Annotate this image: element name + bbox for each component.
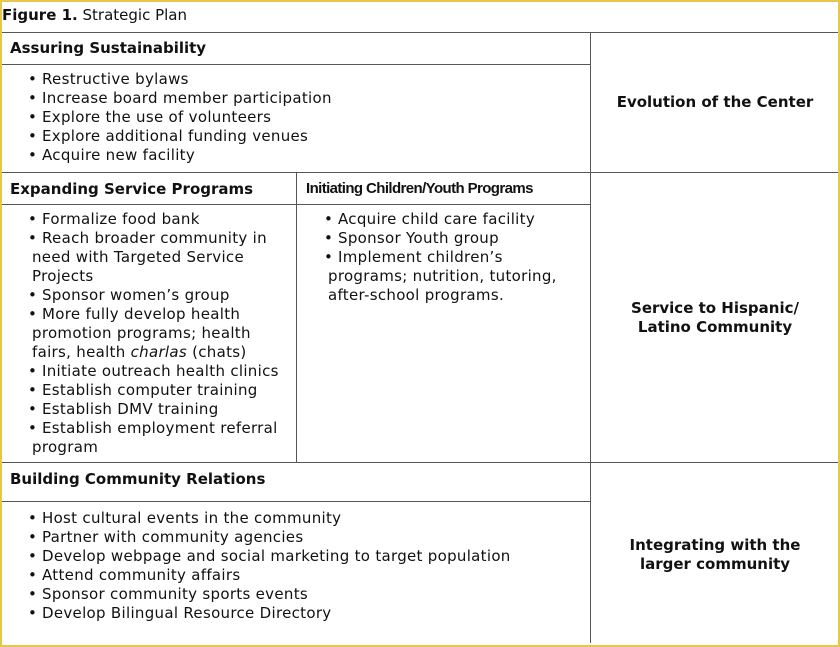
bullet: • <box>28 70 38 88</box>
list-item <box>28 127 332 146</box>
bullet: • <box>28 127 38 145</box>
side-label-integrating <box>596 536 834 574</box>
bullet: • <box>28 400 38 418</box>
rule-row1-bottom <box>2 172 838 173</box>
rule-row2-bottom <box>2 462 838 463</box>
side-label-line: Integrating with the <box>629 536 801 554</box>
list-item <box>28 509 511 528</box>
list-item <box>28 547 511 566</box>
bullet: • <box>28 210 38 228</box>
rule-community-header <box>2 501 590 502</box>
list-item <box>28 585 511 604</box>
list-item-text: Develop Bilingual Resource Directory <box>42 604 332 622</box>
list-item <box>28 229 279 286</box>
list-item-text-cont: program <box>32 438 99 456</box>
side-label-line: Latino Community <box>637 318 793 336</box>
bullet: • <box>324 210 334 228</box>
list-item <box>28 70 332 89</box>
list-item-text: Attend community affairs <box>42 566 241 584</box>
side-label-evolution: Evolution of the Center <box>616 93 814 111</box>
list-item-text: Acquire new facility <box>42 146 196 164</box>
community-list <box>28 509 511 623</box>
list-item <box>28 381 279 400</box>
bullet: • <box>28 146 38 164</box>
sustainability-heading: Assuring Sustainability <box>10 39 207 57</box>
list-item-text-cont: programs; nutrition, tutoring, <box>328 267 557 285</box>
list-item-text-cont: promotion programs; health <box>32 324 251 342</box>
list-item <box>28 604 511 623</box>
bullet: • <box>28 108 38 126</box>
list-item-text: Formalize food bank <box>42 210 200 228</box>
list-item-text: Sponsor community sports events <box>42 585 308 603</box>
list-item-text: Acquire child care facility <box>338 210 536 228</box>
children-list <box>324 210 557 305</box>
list-item-text-cont: need with Targeted Service <box>32 248 245 266</box>
children-heading: Initiating Children/Youth Programs <box>306 180 533 197</box>
bullet: • <box>28 604 38 622</box>
list-item-text: Sponsor Youth group <box>338 229 499 247</box>
bullet: • <box>324 248 334 266</box>
figure-title <box>2 6 187 24</box>
figure-title-text: Strategic Plan <box>82 6 188 24</box>
list-item-text: Establish computer training <box>42 381 258 399</box>
side-label-service <box>596 299 834 337</box>
list-item <box>28 286 279 305</box>
list-item-text: Restructive bylaws <box>42 70 189 88</box>
list-item-text: Host cultural events in the community <box>42 509 342 527</box>
bullet: • <box>324 229 334 247</box>
list-item-text: Increase board member participation <box>42 89 332 107</box>
bullet: • <box>28 362 38 380</box>
list-item-text: More fully develop health <box>42 305 241 323</box>
list-item <box>28 419 279 457</box>
sustainability-list <box>28 70 332 165</box>
list-item <box>28 305 279 362</box>
list-item-text-cont: after-school programs. <box>328 286 505 304</box>
bullet: • <box>28 89 38 107</box>
list-item <box>28 108 332 127</box>
bullet: • <box>28 305 38 323</box>
bullet: • <box>28 381 38 399</box>
bullet: • <box>28 566 38 584</box>
list-item-text: Initiate outreach health clinics <box>42 362 279 380</box>
list-item <box>28 400 279 419</box>
list-item-text: Explore additional funding venues <box>42 127 309 145</box>
list-item-text: Implement children’s <box>338 248 503 266</box>
side-label-line: larger community <box>639 555 791 573</box>
list-item-text-cont: Projects <box>32 267 94 285</box>
bullet: • <box>28 419 38 437</box>
bullet: • <box>28 509 38 527</box>
list-item-text: Reach broader community in <box>42 229 267 247</box>
list-item <box>28 146 332 165</box>
list-item <box>28 528 511 547</box>
list-item <box>28 210 279 229</box>
list-item <box>28 362 279 381</box>
rule-middle-column <box>296 172 297 462</box>
list-item-text: Establish DMV training <box>42 400 219 418</box>
list-item <box>28 89 332 108</box>
list-item-text: Partner with community agencies <box>42 528 304 546</box>
list-item <box>28 566 511 585</box>
list-item-text-cont: fairs, health charlas (chats) <box>32 343 247 361</box>
bullet: • <box>28 528 38 546</box>
table-top-rule <box>2 32 838 33</box>
rule-side-column <box>590 32 591 643</box>
side-label-line: Service to Hispanic/ <box>631 299 799 317</box>
list-item <box>324 210 557 229</box>
list-item <box>324 248 557 305</box>
bullet: • <box>28 229 38 247</box>
bullet: • <box>28 547 38 565</box>
figure-label: Figure 1. <box>2 6 78 24</box>
service-list <box>28 210 279 457</box>
bullet: • <box>28 286 38 304</box>
list-item-text: Establish employment referral <box>42 419 278 437</box>
list-item <box>324 229 557 248</box>
list-item-text: Explore the use of volunteers <box>42 108 272 126</box>
bullet: • <box>28 585 38 603</box>
rule-sustainability-header <box>2 64 590 65</box>
service-heading: Expanding Service Programs <box>10 180 254 198</box>
community-heading: Building Community Relations <box>10 470 266 488</box>
list-item-text: Sponsor women’s group <box>42 286 230 304</box>
list-item-text: Develop webpage and social marketing to target population <box>42 547 511 565</box>
